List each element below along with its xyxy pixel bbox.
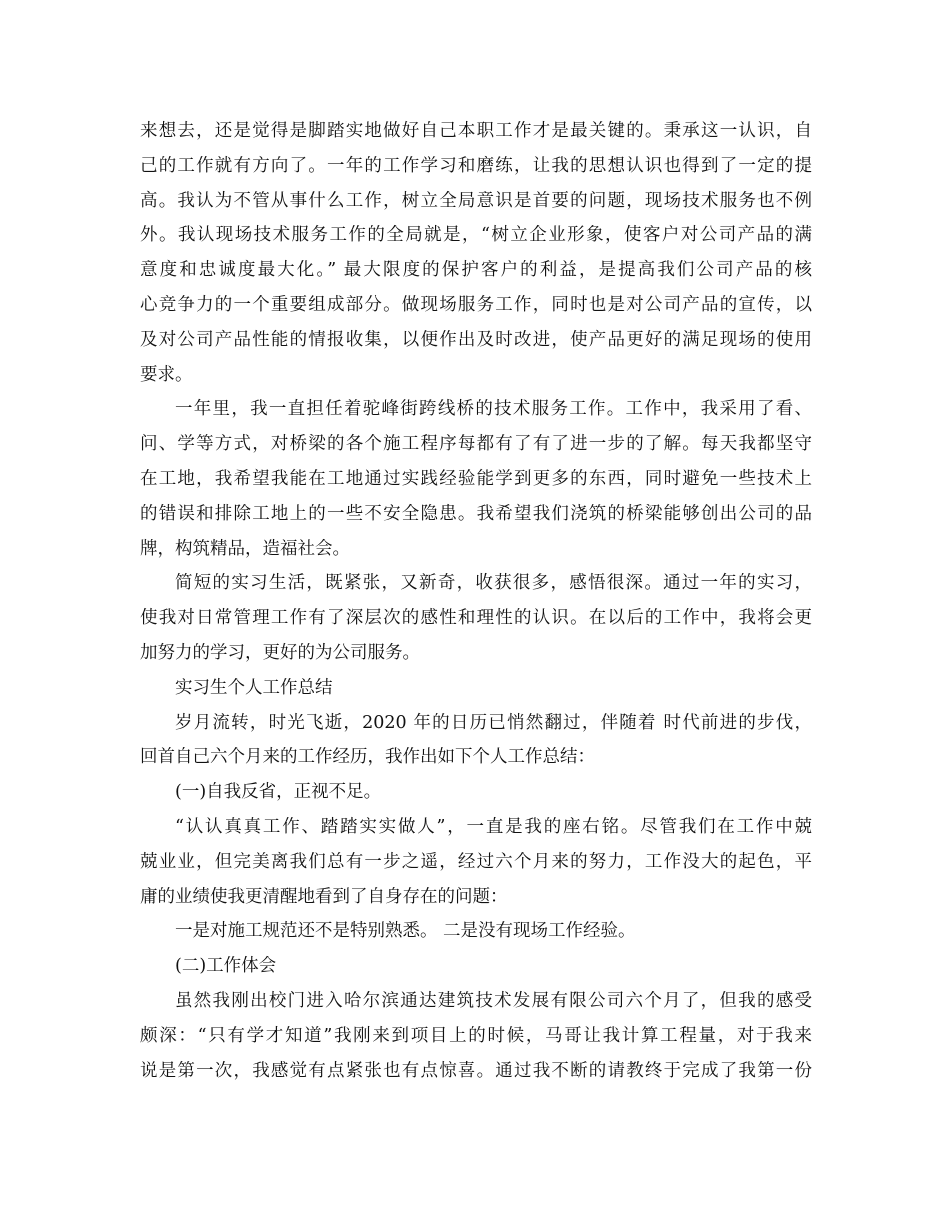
paragraph-7 xyxy=(140,984,812,1088)
text-line: 心竞争力的一个重要组成部分。做现场服务工作，同时也是对公司产品的宣传，以 xyxy=(140,294,812,315)
text-line: 来想去，还是觉得是脚踏实地做好自己本职工作才是最关键的。秉承这一认识，自 xyxy=(140,121,812,141)
text-line: 要求。 xyxy=(140,364,193,385)
text-line: 回首自己六个月来的工作经历，我作出如下个人工作总结： xyxy=(140,747,595,768)
paragraph-6 xyxy=(140,914,812,949)
text-line: 加努力的学习，更好的为公司服务。 xyxy=(140,642,420,663)
text-line: 一年里，我一直担任着驼峰街跨线桥的技术服务工作。工作中，我采用了看、 xyxy=(175,399,812,420)
subheading-text: (一)自我反省，正视不足。 xyxy=(175,782,382,803)
text-line: 使我对日常管理工作有了深层次的感性和理性的认识。在以后的工作中，我将会更 xyxy=(140,608,812,629)
paragraph-5 xyxy=(140,810,812,914)
text-line: 问、学等方式，对桥梁的各个施工程序每都有了有了进一步的了解。每天我都坚守 xyxy=(140,434,812,455)
text-line: 兢业业，但完美离我们总有一步之遥，经过六个月来的努力，工作没大的起色，平 xyxy=(140,851,812,872)
text-line: 外。我认现场技术服务工作的全局就是，“树立企业形象，使客户对公司产品的满 xyxy=(140,225,812,246)
text-line: “认认真真工作、踏踏实实做人”，一直是我的座右铭。尽管我们在工作中兢 xyxy=(175,816,812,837)
paragraph-4 xyxy=(140,706,812,776)
text-line: 及对公司产品性能的情报收集，以便作出及时改进，使产品更好的满足现场的使用 xyxy=(140,329,812,350)
text-line: 虽然我刚出校门进入哈尔滨通达建筑技术发展有限公司六个月了，但我的感受 xyxy=(175,990,812,1011)
text-line: 意度和忠诚度最大化。” 最大限度的保护客户的利益，是提高我们公司产品的核 xyxy=(140,260,812,281)
text-line: 岁月流转，时光飞逝，2020 年的日历已悄然翻过，伴随着 时代前进的步伐， xyxy=(175,712,812,733)
heading-text: 实习生个人工作总结 xyxy=(175,677,333,698)
document-body xyxy=(140,114,812,1088)
section-heading xyxy=(140,671,812,706)
text-line: 在工地，我希望我能在工地通过实践经验能学到更多的东西，同时避免一些技术上 xyxy=(140,468,812,489)
subheading-text: (二)工作体会 xyxy=(175,956,277,977)
subheading-1 xyxy=(140,775,812,810)
paragraph-3 xyxy=(140,566,812,670)
text-line: 简短的实习生活，既紧张，又新奇，收获很多，感悟很深。通过一年的实习， xyxy=(175,573,812,594)
text-line: 牌，构筑精品，造福社会。 xyxy=(140,538,350,559)
text-line: 颇深：“只有学才知道”我刚来到项目上的时候，马哥让我计算工程量，对于我来 xyxy=(140,1025,812,1046)
text-line: 高。我认为不管从事什么工作，树立全局意识是首要的问题，现场技术服务也不例 xyxy=(140,190,812,211)
text-line: 庸的业绩使我更清醒地看到了自身存在的问题： xyxy=(140,886,508,907)
text-line: 一是对施工规范还不是特别熟悉。 二是没有现场工作经验。 xyxy=(175,921,636,942)
text-line: 的错误和排除工地上的一些不安全隐患。我希望我们浇筑的桥梁能够创出公司的品 xyxy=(140,503,812,524)
paragraph-1 xyxy=(140,114,812,392)
paragraph-2 xyxy=(140,392,812,566)
text-line: 己的工作就有方向了。一年的工作学习和磨练，让我的思想认识也得到了一定的提 xyxy=(140,155,812,176)
subheading-2 xyxy=(140,949,812,984)
text-line: 说是第一次，我感觉有点紧张也有点惊喜。通过我不断的请教终于完成了我第一份 xyxy=(140,1060,812,1081)
